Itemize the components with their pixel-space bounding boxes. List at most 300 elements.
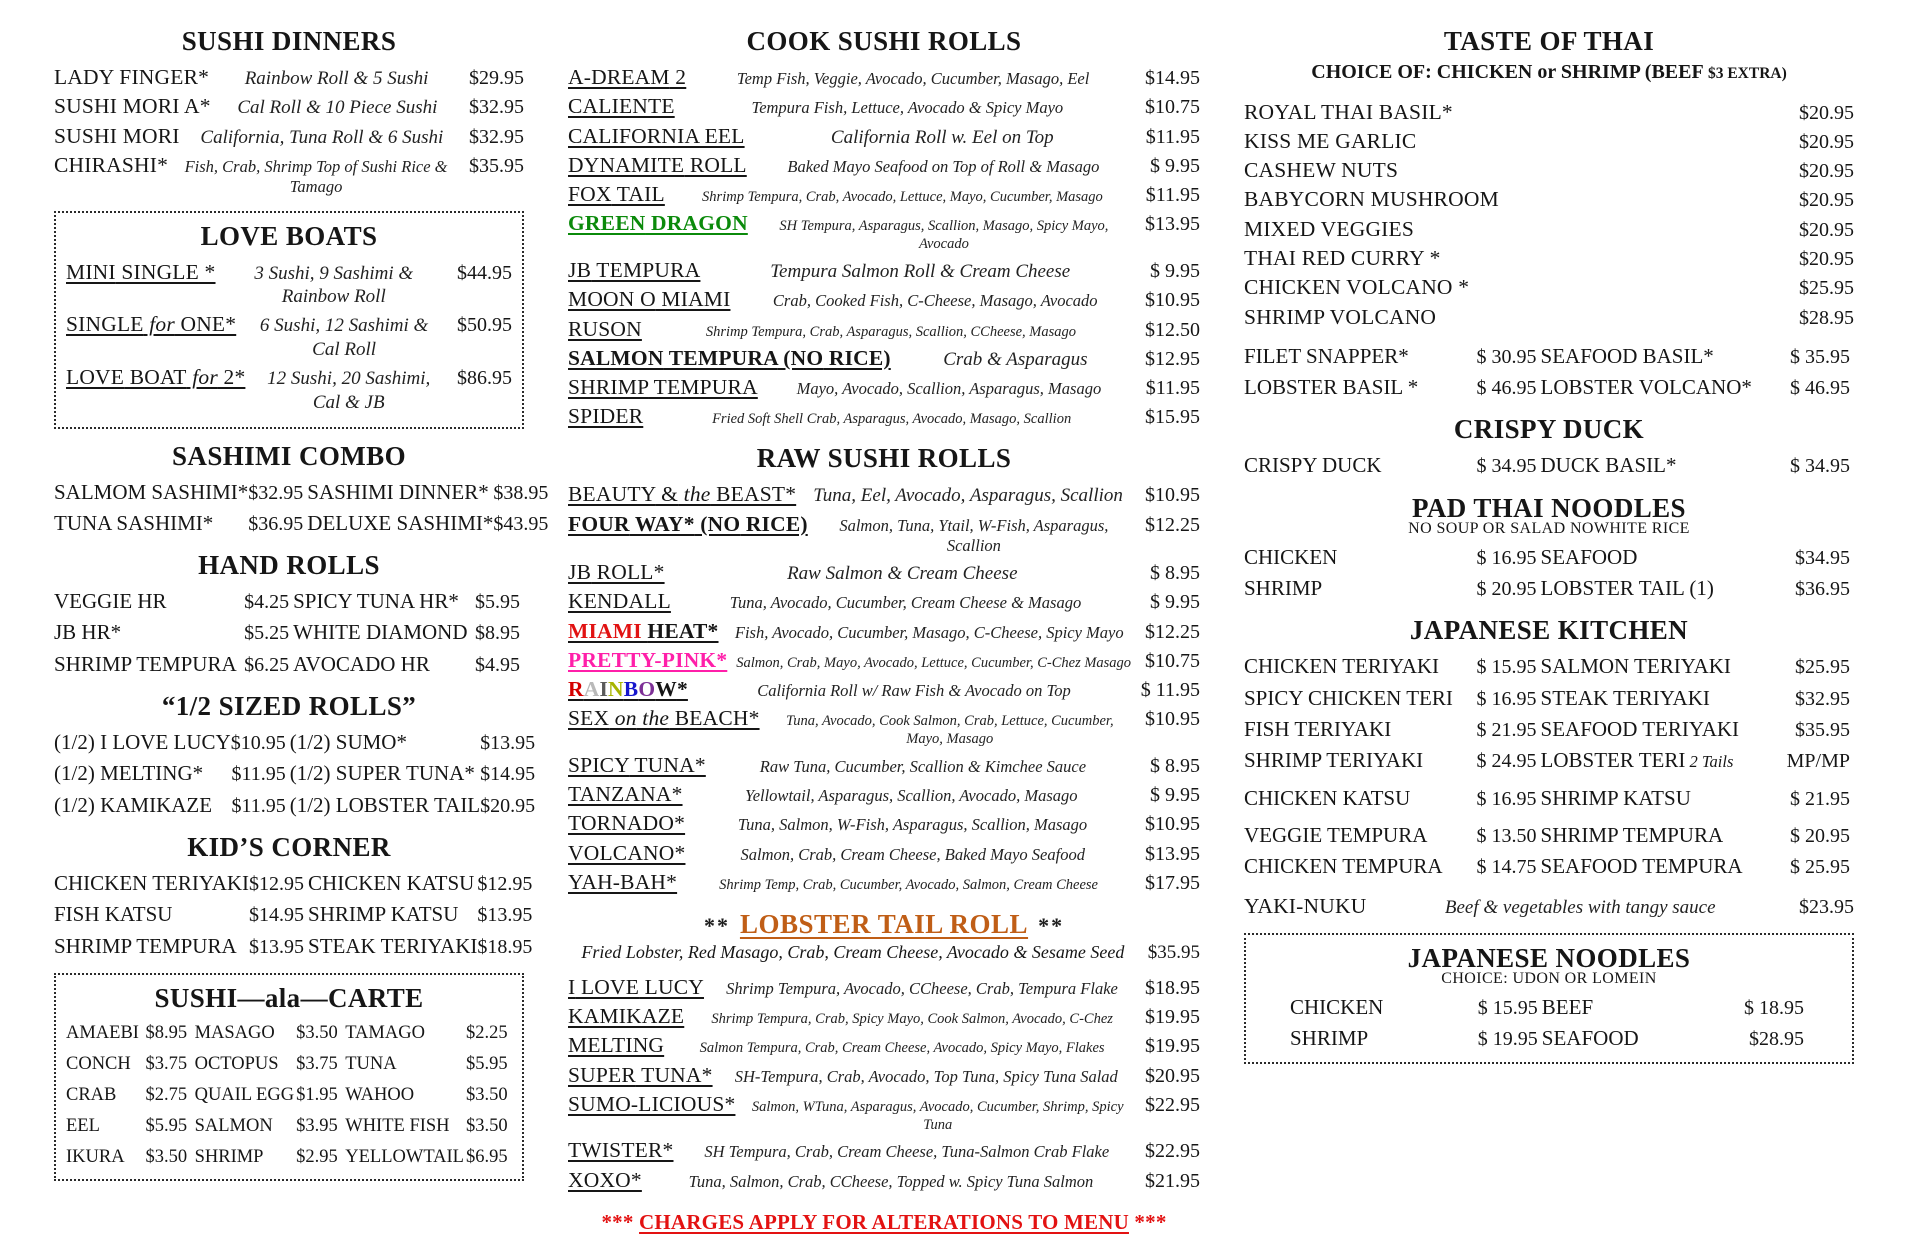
menu-item-row	[568, 210, 1200, 254]
item-name: TANZANA*	[568, 782, 683, 807]
menu-item-row	[568, 1003, 1200, 1030]
item-price: $3.50	[465, 1115, 508, 1136]
menu-item-row	[54, 93, 524, 120]
item-price: $ 21.95	[1790, 787, 1850, 810]
raw-rolls-items	[568, 481, 1200, 896]
item-name: MASAGO	[194, 1022, 275, 1043]
item-price: $ 16.95	[1476, 787, 1537, 810]
item-name: SPIDER	[568, 404, 644, 429]
menu-item-row	[568, 316, 1200, 343]
item-name: SEAFOOD TERIYAKI	[1540, 716, 1740, 741]
item-name: TUNA SASHIMI*	[54, 510, 214, 535]
item-name: WAHOO	[345, 1084, 415, 1105]
item-name: STEAK TERIYAKI	[308, 933, 478, 958]
japanese-noodles-items	[1256, 994, 1842, 1053]
item-price: $20.95	[1799, 189, 1854, 212]
item-name: ROYAL THAI BASIL*	[1244, 99, 1453, 124]
hand-rolls-title: HAND ROLLS	[198, 550, 380, 581]
item-description: Fried Soft Shell Crab, Asparagus, Avocado, Masago, Scallion	[712, 411, 1072, 428]
item-price: $ 14.75	[1476, 856, 1537, 879]
item-name: SEAFOOD TEMPURA	[1540, 854, 1743, 879]
item-name: MOON O MIAMI	[568, 287, 731, 312]
lobster-tail-detail	[568, 942, 1200, 964]
item-price: $10.95	[1145, 289, 1200, 312]
item-price: $2.25	[465, 1022, 508, 1043]
item-name: SALMON TERIYAKI	[1540, 654, 1731, 679]
item-price: $32.95	[248, 481, 304, 504]
rainbow-letter: B	[623, 677, 639, 702]
menu-item-row	[66, 259, 512, 309]
rainbow-letter: I	[599, 677, 609, 702]
item-name: I LOVE LUCY	[568, 974, 704, 999]
item-price: $ 8.95	[1150, 754, 1200, 777]
item-name: VEGGIE TEMPURA	[1244, 822, 1428, 847]
lobster-tail-title: LOBSTER TAIL ROLL	[739, 908, 1029, 939]
item-price: $ 9.95	[1150, 259, 1200, 282]
item-name: CHICKEN	[1290, 994, 1384, 1019]
taste-of-thai-title: TASTE OF THAI	[1443, 26, 1655, 56]
item-price: $14.95	[480, 763, 536, 786]
menu-item-row	[568, 93, 1200, 120]
item-name: SHRIMP TEMPURA	[568, 375, 758, 400]
menu-item-row	[568, 705, 1200, 749]
notice-text: CHARGES APPLY FOR ALTERATIONS TO MENU	[639, 1209, 1129, 1234]
item-price: $14.95	[1145, 67, 1200, 89]
item-price: $12.95	[477, 872, 533, 895]
menu-item-row	[1244, 128, 1854, 155]
item-price: $15.95	[1145, 406, 1200, 429]
item-price: $12.50	[1145, 318, 1200, 341]
item-name: LOBSTER BASIL *	[1244, 375, 1419, 400]
item-description: Rainbow Roll & 5 Sushi	[244, 68, 429, 89]
item-price: $21.95	[1145, 1169, 1200, 1192]
item-description: Raw Tuna, Cucumber, Scallion & Kimchee Sauce	[759, 756, 1087, 776]
item-name: (1/2) KAMIKAZE	[54, 792, 213, 817]
item-name: MELTING	[568, 1033, 665, 1058]
menu-item-row	[568, 1167, 1200, 1194]
item-price: $13.95	[480, 732, 536, 755]
item-description: Crab, Cooked Fish, C-Cheese, Masago, Avocado	[772, 291, 1098, 311]
item-name: YAH-BAH*	[568, 870, 678, 895]
japanese-noodles-title: JAPANESE NOODLES	[1407, 942, 1691, 973]
item-name: SHRIMP KATSU	[1540, 785, 1691, 810]
section-sushi-dinners	[54, 26, 524, 198]
item-price: $25.95	[1795, 656, 1850, 679]
item-price: $ 30.95	[1476, 345, 1537, 368]
japanese-kitchen-title: JAPANESE KITCHEN	[1409, 615, 1689, 646]
section-ala-carte	[54, 973, 524, 1181]
item-price: $ 16.95	[1476, 546, 1537, 569]
item-name: SUSHI MORI A*	[54, 94, 211, 119]
item-name: CHICKEN	[1244, 544, 1338, 569]
item-name: YELLOWTAIL	[345, 1147, 464, 1168]
section-taste-of-thai	[1244, 26, 1854, 401]
menu-item-row	[568, 181, 1200, 208]
item-name: SHRIMP TEMPURA	[1540, 822, 1724, 847]
hand-rolls-items	[54, 588, 524, 678]
kids-corner-items	[54, 870, 533, 960]
item-price: MP/MP	[1786, 750, 1850, 773]
item-price: $36.95	[1795, 578, 1850, 601]
item-name: CALIFORNIA EEL	[568, 123, 745, 148]
item-price: $ 19.95	[1477, 1028, 1538, 1051]
item-name: TWISTER*	[568, 1138, 674, 1163]
item-name: SUSHI MORI	[54, 123, 180, 148]
item-name: YAKI-NUKU	[1244, 893, 1367, 918]
item-name: SPICY TUNA HR*	[293, 589, 459, 614]
item-price: $50.95	[457, 314, 512, 337]
japanese-kitchen-teriyaki-items	[1244, 653, 1854, 774]
item-description: 3 Sushi, 9 Sashimi & Rainbow Roll	[254, 262, 414, 308]
item-price: $12.25	[1145, 620, 1200, 643]
item-price: $17.95	[1145, 872, 1200, 895]
item-price: $12.25	[1145, 513, 1200, 536]
pad-thai-title: PAD THAI NOODLES	[1412, 492, 1686, 523]
item-price: $20.95	[1799, 101, 1854, 124]
lobster-tail-price: $35.95	[1147, 941, 1200, 963]
item-name: (1/2) LOBSTER TAIL	[289, 792, 481, 817]
item-price: $10.95	[230, 732, 286, 755]
half-rolls-items	[54, 729, 536, 819]
item-description: SH Tempura, Asparagus, Scallion, Masago, Spicy Mayo, Avocado	[779, 218, 1109, 253]
item-price: $4.95	[475, 653, 520, 676]
item-name: CHICKEN KATSU	[308, 870, 475, 895]
item-name: DELUXE SASHIMI*	[307, 510, 494, 535]
item-price: $20.95	[1799, 160, 1854, 183]
item-name: PRETTY-PINK*	[568, 647, 728, 672]
item-name: VOLCANO*	[568, 840, 686, 865]
item-name: XOXO*	[568, 1167, 642, 1192]
item-price: $20.95	[1799, 247, 1854, 270]
item-name: IKURA	[66, 1147, 125, 1168]
menu-item-row	[568, 1091, 1200, 1135]
japanese-kitchen-tempura-items	[1244, 822, 1854, 881]
menu-item-row	[1244, 274, 1854, 301]
menu-item-row	[1244, 216, 1854, 243]
sashimi-combo-title: SASHIMI COMBO	[172, 440, 406, 471]
item-description: Tuna, Salmon, Crab, CCheese, Topped w. Spicy Tuna Salmon	[688, 1171, 1094, 1191]
item-name: FOUR WAY* (NO RICE)	[568, 511, 808, 536]
section-love-boats	[54, 211, 524, 429]
rainbow-letter: O	[638, 677, 656, 702]
item-name: SALMON TEMPURA (NO RICE)	[568, 345, 891, 370]
item-name: SHRIMP TEMPURA	[54, 933, 237, 958]
item-price: $18.95	[1145, 976, 1200, 999]
item-name: SHRIMP VOLCANO	[1244, 304, 1437, 329]
item-name: AMAEBI	[66, 1022, 139, 1043]
menu-item-row	[568, 152, 1200, 179]
taste-of-thai-subtitle-main: CHOICE OF: CHICKEN or SHRIMP (BEEF	[1311, 61, 1703, 83]
menu-item-row	[568, 481, 1200, 508]
section-raw-rolls	[568, 443, 1200, 896]
item-price: $ 46.95	[1790, 377, 1850, 400]
right-column	[1244, 26, 1854, 1235]
item-description: Fish, Avocado, Cucumber, Masago, C-Cheese, Spicy Mayo	[734, 622, 1124, 642]
item-name: JB HR*	[54, 620, 122, 645]
item-note: 2 Tails	[1685, 752, 1734, 772]
menu-item-row	[1244, 304, 1854, 331]
section-sashimi-combo	[54, 440, 549, 538]
lobster-tail-header	[568, 909, 1200, 940]
item-name: BABYCORN MUSHROOM	[1244, 187, 1499, 212]
rainbow-letter: A	[583, 677, 600, 702]
section-half-rolls	[54, 691, 536, 819]
item-price: $10.95	[1145, 813, 1200, 836]
item-name: CASHEW NUTS	[1244, 158, 1399, 183]
menu-item-row	[568, 257, 1200, 284]
item-name: MINI SINGLE *	[66, 259, 216, 284]
item-description: 6 Sushi, 12 Sashimi & Cal Roll	[259, 315, 429, 360]
item-name: SUPER TUNA*	[568, 1062, 713, 1087]
item-name: CALIENTE	[568, 94, 675, 119]
sushi-dinners-items	[54, 64, 524, 198]
item-name: DUCK BASIL*	[1540, 453, 1677, 478]
item-description: California Roll w. Eel on Top	[830, 126, 1054, 148]
menu-item-row	[568, 64, 1200, 91]
item-price: $ 24.95	[1476, 750, 1537, 773]
item-name: KISS ME GARLIC	[1244, 128, 1417, 153]
item-name: A-DREAM 2	[568, 65, 687, 89]
item-price: $ 9.95	[1150, 784, 1200, 807]
item-name: RUSON	[568, 316, 642, 341]
item-price: $29.95	[469, 67, 524, 89]
menu-item-row	[568, 559, 1200, 586]
item-name: FISH KATSU	[54, 902, 173, 927]
item-price: $20.95	[1799, 218, 1854, 241]
item-name: TUNA	[345, 1053, 397, 1074]
taste-of-thai-pair-items	[1244, 343, 1854, 402]
item-name: SALMOM SASHIMI*	[54, 479, 249, 504]
item-price: $25.95	[1799, 277, 1854, 300]
item-price: $22.95	[1145, 1140, 1200, 1163]
menu-item-row	[1244, 157, 1854, 184]
rainbow-letter: N	[608, 677, 624, 702]
menu-item-row	[568, 781, 1200, 808]
item-name: GREEN DRAGON	[568, 211, 748, 236]
item-price: $22.95	[1145, 1094, 1200, 1116]
item-name: QUAIL EGG	[194, 1084, 295, 1105]
item-price: $4.25	[244, 591, 290, 614]
item-description: Tuna, Avocado, Cucumber, Cream Cheese & Masago	[729, 593, 1082, 613]
item-description: Salmon, Crab, Cream Cheese, Baked Mayo Seafood	[740, 844, 1085, 864]
taste-of-thai-subtitle-extra: $3 EXTRA)	[1707, 65, 1787, 82]
item-price: $14.95	[249, 904, 305, 927]
menu-item-row	[568, 286, 1200, 313]
item-price: $11.95	[231, 763, 286, 786]
item-price: $3.95	[296, 1115, 338, 1136]
item-price: $13.95	[1145, 842, 1200, 865]
menu-item-row	[54, 123, 524, 150]
menu-item-row	[66, 364, 512, 414]
ala-carte-title: SUSHI—ala—CARTE	[154, 982, 424, 1013]
item-price: $35.95	[469, 154, 524, 177]
item-description: Fish, Crab, Shrimp Top of Sushi Rice & Tamago	[184, 156, 448, 197]
item-price: $ 15.95	[1476, 656, 1537, 679]
item-name: SEAFOOD	[1541, 1026, 1639, 1051]
item-description: Salmon, Tuna, Ytail, W-Fish, Asparagus, Scallion	[839, 515, 1109, 555]
item-name: DYNAMITE ROLL	[568, 152, 747, 177]
item-name: SHRIMP TEMPURA	[54, 651, 237, 676]
notice-stars-right: ***	[1134, 1209, 1167, 1234]
item-price: $6.25	[244, 653, 290, 676]
section-pad-thai	[1244, 493, 1854, 603]
item-name: THAI RED CURRY *	[1244, 245, 1441, 270]
menu-item-row	[568, 1032, 1200, 1059]
item-price: $13.95	[1145, 213, 1200, 236]
item-price: $ 11.95	[1140, 679, 1200, 702]
item-description: SH Tempura, Crab, Cream Cheese, Tuna-Salmon Crab Flake	[704, 1142, 1110, 1162]
item-name: VEGGIE HR	[54, 589, 167, 614]
item-price: $1.95	[296, 1084, 338, 1105]
item-name: SUMO-LICIOUS*	[568, 1092, 736, 1116]
menu-item-row	[568, 1062, 1200, 1089]
item-price: $ 13.50	[1476, 824, 1537, 847]
item-price: $23.95	[1799, 895, 1854, 918]
menu-item-row	[66, 311, 512, 361]
item-name: BEAUTY & the BEAST*	[568, 482, 797, 507]
item-price: $3.50	[296, 1022, 338, 1043]
item-name: TAMAGO	[345, 1022, 425, 1043]
item-name: SPICY CHICKEN TERI	[1244, 685, 1453, 710]
item-description: Beef & vegetables with tangy sauce	[1444, 896, 1716, 918]
section-cook-rolls	[568, 26, 1200, 430]
item-price: $13.95	[477, 904, 533, 927]
item-price: $34.95	[1795, 546, 1850, 569]
menu-item-row	[568, 403, 1200, 430]
item-price: $ 9.95	[1150, 154, 1200, 177]
item-price: $8.95	[475, 622, 520, 645]
item-description: Salmon, WTuna, Asparagus, Avocado, Cucumber, Shrimp, Spicy Tuna	[751, 1099, 1124, 1133]
rainbow-letter: W	[655, 677, 677, 702]
item-name: LOBSTER VOLCANO*	[1540, 375, 1752, 400]
item-name: SPICY TUNA*	[568, 752, 706, 777]
item-name: LOBSTER TERI 2 Tails	[1540, 748, 1734, 773]
menu-item-row	[54, 64, 524, 91]
item-name: SHRIMP	[1290, 1026, 1369, 1051]
item-price: $ 8.95	[1150, 561, 1200, 584]
item-name: CHICKEN VOLCANO *	[1244, 275, 1470, 300]
item-name: CRAB	[66, 1084, 117, 1105]
item-description: Cal Roll & 10 Piece Sushi	[237, 97, 438, 119]
item-name: CHICKEN KATSU	[1244, 785, 1411, 810]
item-price: $10.95	[1145, 708, 1200, 731]
item-name: (1/2) I LOVE LUCY	[54, 730, 231, 755]
crispy-duck-items	[1244, 452, 1854, 479]
item-name: KAMIKAZE	[568, 1004, 685, 1029]
item-description: Raw Salmon & Cream Cheese	[787, 562, 1018, 584]
menu-item-row	[568, 974, 1200, 1001]
item-name: WHITE DIAMOND	[293, 620, 468, 645]
item-price: $3.50	[465, 1084, 508, 1105]
item-price: $19.95	[1145, 1006, 1200, 1029]
pad-thai-subtitle: NO SOUP OR SALAD NOWHITE RICE	[1408, 519, 1690, 537]
menu-item-row	[1244, 245, 1854, 272]
item-price: $ 34.95	[1476, 455, 1537, 478]
menu-item-row	[568, 810, 1200, 837]
item-price: $86.95	[457, 366, 512, 389]
item-price: $ 21.95	[1476, 718, 1537, 741]
item-name: CHIRASHI*	[54, 152, 169, 177]
menu-item-row	[568, 123, 1200, 150]
item-description: California, Tuna Roll & 6 Sushi	[200, 126, 444, 148]
item-name: SEAFOOD	[1540, 544, 1638, 569]
item-price: $6.95	[465, 1147, 508, 1168]
section-japanese-kitchen	[1244, 615, 1854, 919]
menu-item-row	[568, 374, 1200, 401]
item-name: FILET SNAPPER*	[1244, 343, 1409, 368]
item-description: Tempura Fish, Lettuce, Avocado & Spicy Mayo	[751, 98, 1064, 118]
yaki-nuku-item	[1244, 893, 1854, 920]
item-description: 12 Sushi, 20 Sashimi, Cal & JB	[267, 367, 431, 413]
menu-item-row	[54, 152, 524, 198]
item-name: (1/2) MELTING*	[54, 761, 204, 786]
item-name: CONCH	[66, 1053, 131, 1074]
item-price: $5.95	[465, 1053, 508, 1074]
item-description: Shrimp Tempura, Crab, Avocado, Lettuce, Mayo, Cucumber, Masago	[702, 189, 1103, 206]
item-price: $28.95	[1749, 1028, 1804, 1051]
notice-stars-left: ***	[601, 1209, 634, 1234]
item-price: $2.95	[296, 1147, 338, 1168]
item-name: SEAFOOD BASIL*	[1540, 343, 1714, 368]
item-name: SASHIMI DINNER*	[307, 479, 489, 504]
item-description: Shrimp Temp, Crab, Cucumber, Avocado, Salmon, Cream Cheese	[719, 877, 1098, 894]
item-name: CHICKEN TERIYAKI	[54, 870, 250, 895]
item-price: $44.95	[457, 261, 512, 284]
left-column	[54, 26, 549, 1235]
item-name: MIAMI HEAT*	[568, 618, 719, 643]
item-name: BEEF	[1541, 994, 1594, 1019]
item-name: SHRIMP TERIYAKI	[1244, 748, 1424, 773]
item-price: $11.95	[1145, 377, 1200, 400]
item-description: Shrimp Tempura, Avocado, CCheese, Crab, Tempura Flake	[726, 978, 1118, 998]
crispy-duck-title: CRISPY DUCK	[1453, 414, 1645, 445]
item-price: $ 46.95	[1476, 377, 1537, 400]
item-name: (1/2) SUPER TUNA*	[289, 761, 475, 786]
item-description: SH-Tempura, Crab, Avocado, Top Tuna, Spicy Tuna Salad	[734, 1066, 1118, 1086]
item-description: Salmon, Crab, Mayo, Avocado, Lettuce, Cucumber, C-Chez Masago	[736, 654, 1132, 671]
item-name: STEAK TERIYAKI	[1540, 685, 1710, 710]
section-hand-rolls	[54, 550, 524, 678]
item-price: $5.25	[244, 622, 290, 645]
item-name: FISH TERIYAKI	[1244, 716, 1392, 741]
item-description: Shrimp Tempura, Crab, Asparagus, Scallion, CCheese, Masago	[705, 323, 1077, 340]
item-price: $38.95	[493, 481, 549, 504]
item-price: $32.95	[469, 125, 524, 148]
section-japanese-noodles	[1244, 933, 1854, 1065]
item-price: $35.95	[1795, 718, 1850, 741]
item-name: FOX TAIL	[568, 182, 665, 207]
love-boats-items	[66, 259, 512, 414]
menu-item-row	[568, 588, 1200, 615]
item-price: $12.95	[249, 872, 305, 895]
cook-rolls-items	[568, 64, 1200, 430]
item-price: $ 34.95	[1790, 455, 1850, 478]
item-name: SINGLE for ONE*	[66, 312, 237, 337]
item-name-highlight: MIAMI	[568, 618, 648, 643]
item-price: $10.75	[1145, 96, 1200, 119]
item-price: $20.95	[1799, 130, 1854, 153]
menu-item-row	[568, 511, 1200, 557]
item-name: TORNADO*	[568, 811, 686, 836]
item-price: $10.75	[1145, 649, 1200, 672]
item-price: $3.75	[296, 1053, 338, 1074]
middle-column	[568, 26, 1200, 1235]
item-price: $5.95	[475, 591, 520, 614]
item-name: CHICKEN TEMPURA	[1244, 854, 1443, 879]
alterations-notice	[568, 1210, 1200, 1235]
item-description: California Roll w/ Raw Fish & Avocado on Top	[757, 681, 1071, 701]
item-name: EEL	[66, 1115, 100, 1136]
